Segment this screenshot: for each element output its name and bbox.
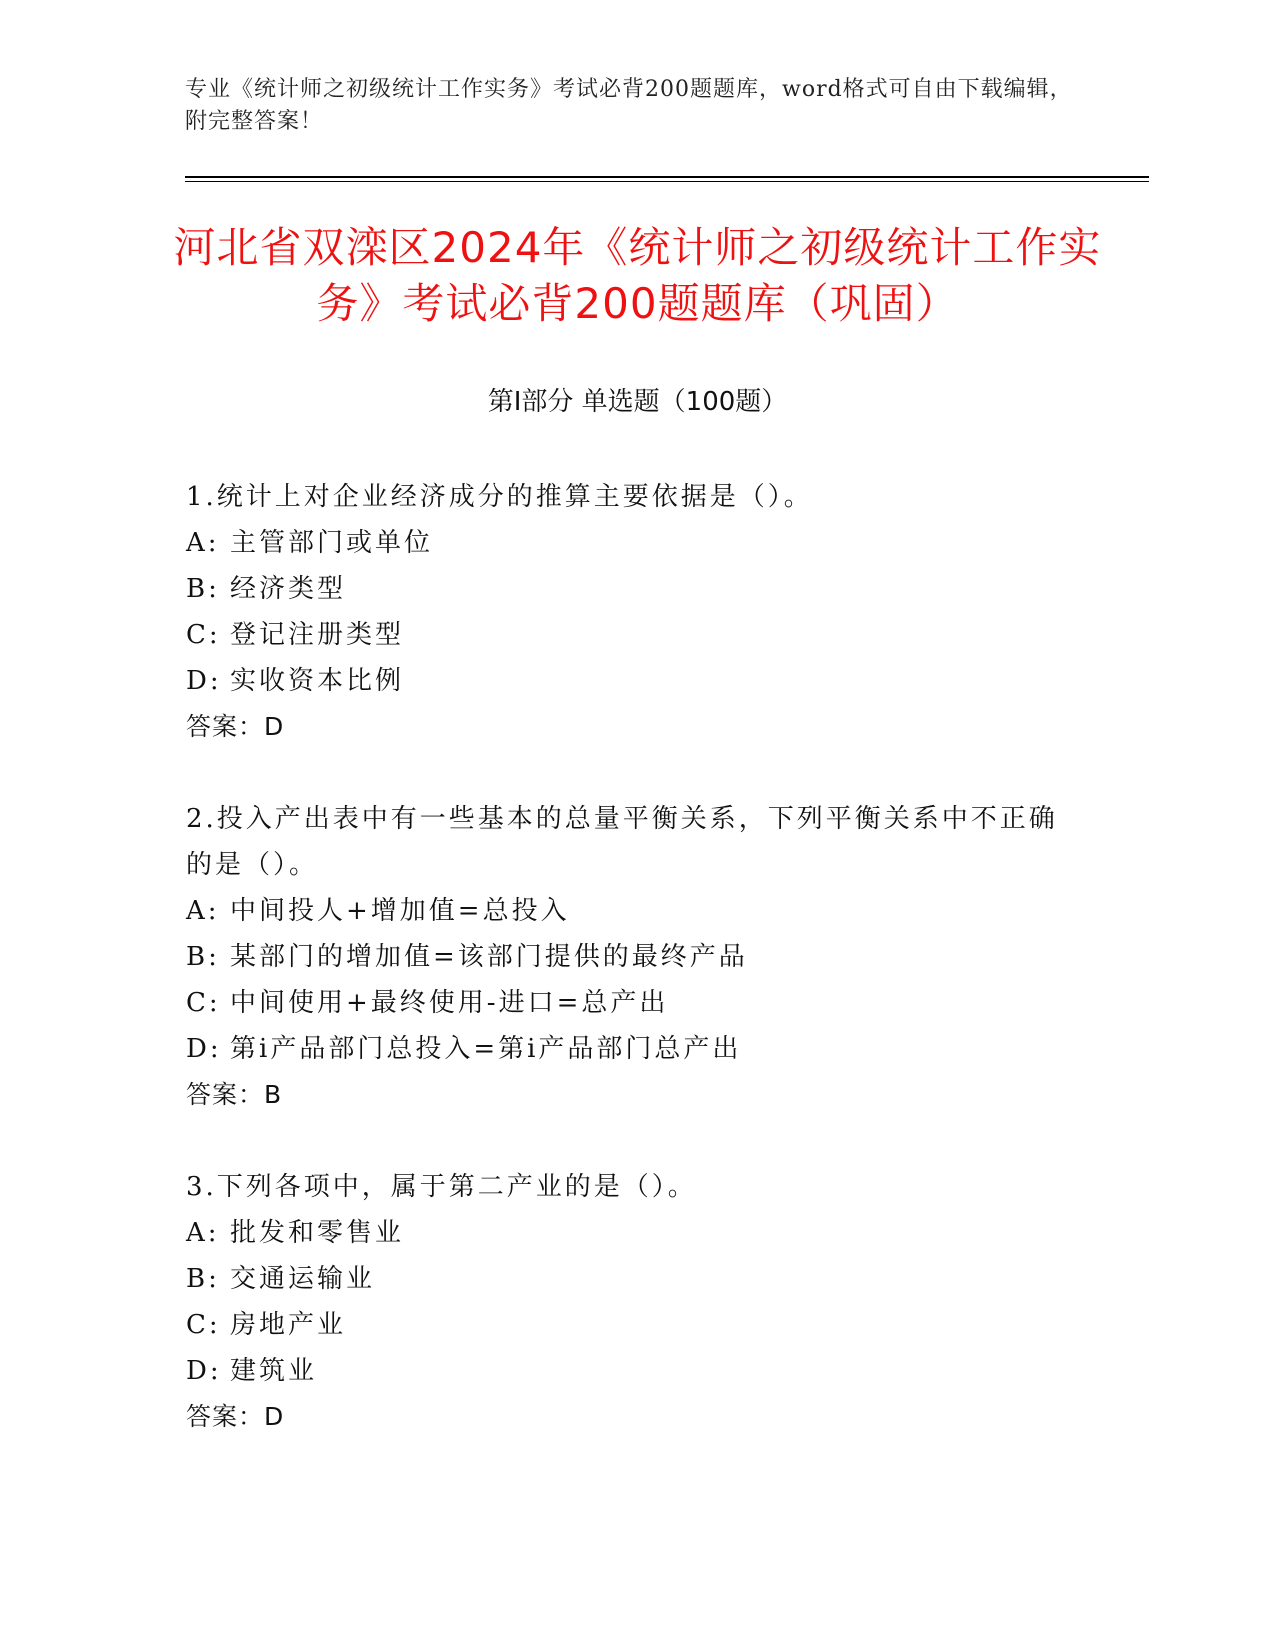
option-a [186,888,1066,934]
question-item [186,1164,1066,1440]
option-d [186,1348,1066,1394]
option-text: 经济类型 [230,574,347,604]
option-text: 批发和零售业 [230,1218,405,1248]
option-d [186,658,1066,704]
option-b [186,934,1066,980]
option-text: 登记注册类型 [230,620,405,650]
option-c [186,612,1066,658]
section-heading: 第I部分 单选题（100题） [487,387,788,417]
option-text: 中间投人+增加值=总投入 [230,896,570,926]
question-list [186,474,1066,1486]
answer-line: 答案：D [186,1402,285,1431]
option-text: 主管部门或单位 [230,528,434,558]
option-b [186,566,1066,612]
option-a [186,520,1066,566]
question-stem: 1.统计上对企业经济成分的推算主要依据是（）。 [186,482,813,512]
option-a [186,1210,1066,1256]
option-key: B: [186,942,220,972]
option-c [186,1302,1066,1348]
option-key: C: [186,988,221,1018]
option-text: 交通运输业 [230,1264,376,1294]
option-key: B: [186,1264,220,1294]
option-b [186,1256,1066,1302]
option-text: 建筑业 [230,1356,318,1386]
question-stem: 3.下列各项中，属于第二产业的是（）。 [186,1172,697,1202]
option-c [186,980,1066,1026]
option-key: A: [186,1218,220,1248]
option-text: 某部门的增加值=该部门提供的最终产品 [230,942,748,972]
page-header-text: 专业《统计师之初级统计工作实务》考试必背200题题库，word格式可自由下载编辑，附完整答案！ [185,77,1073,134]
option-text: 实收资本比例 [230,666,405,696]
option-key: A: [186,528,220,558]
option-key: C: [186,620,221,650]
option-key: D: [186,1356,222,1386]
question-stem: 2.投入产出表中有一些基本的总量平衡关系，下列平衡关系中不正确的是（）。 [186,804,1058,880]
option-text: 第i产品部门总投入=第i产品部门总产出 [230,1034,742,1064]
header-rule-thick [185,176,1149,178]
question-item [186,796,1066,1118]
document-title: 河北省双滦区2024年《统计师之初级统计工作实务》考试必背200题题库（巩固） [173,223,1102,328]
option-key: B: [186,574,220,604]
question-item [186,474,1066,750]
option-text: 房地产业 [230,1310,347,1340]
option-key: D: [186,1034,222,1064]
option-key: A: [186,896,220,926]
header-rule-thin [185,181,1149,182]
option-text: 中间使用+最终使用-进口=总产出 [230,988,669,1018]
option-key: C: [186,1310,221,1340]
answer-line: 答案：B [186,1080,283,1109]
answer-line: 答案：D [186,712,285,741]
option-key: D: [186,666,222,696]
option-d [186,1026,1066,1072]
